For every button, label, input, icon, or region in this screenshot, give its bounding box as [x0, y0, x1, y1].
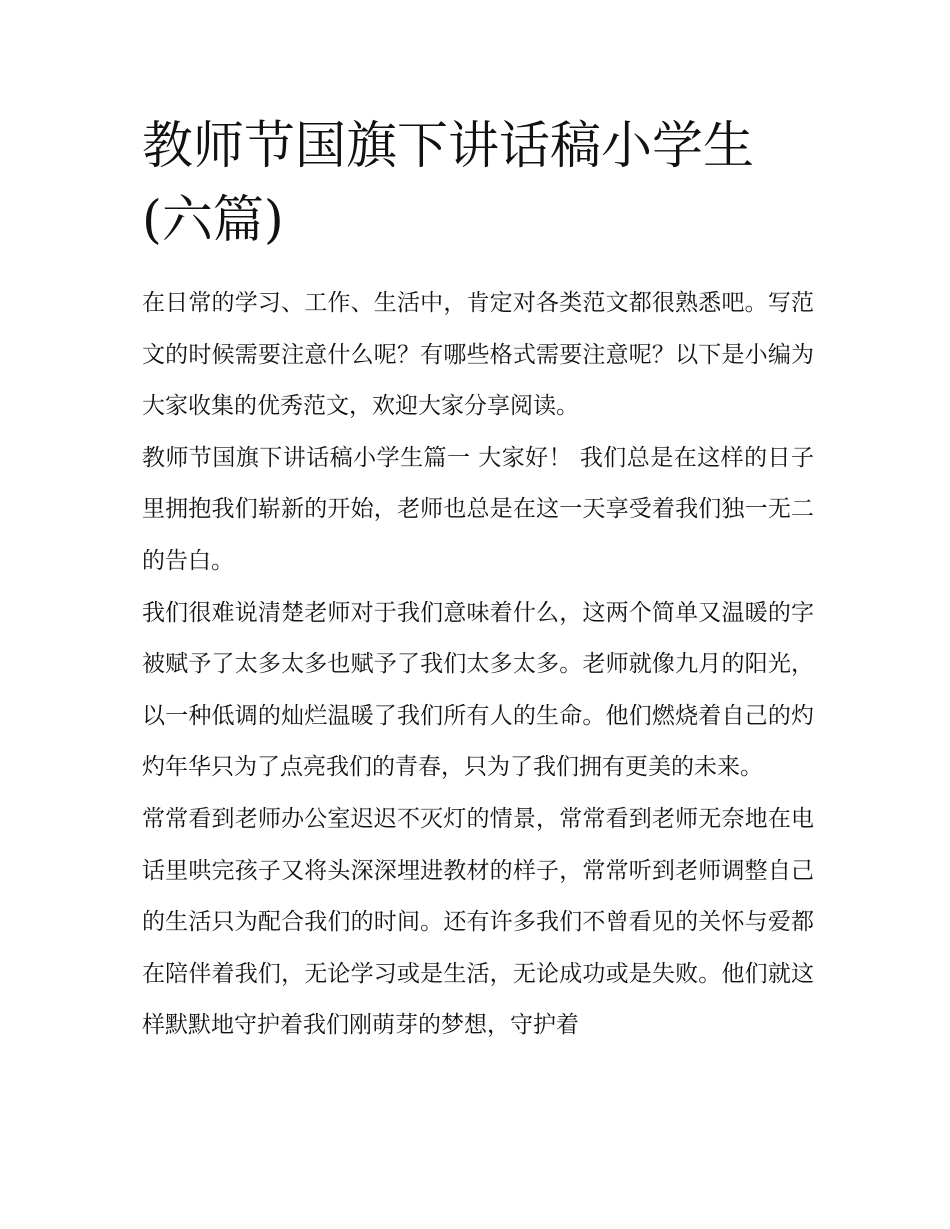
paragraph-teacher-care: 常常看到老师办公室迟迟不灭灯的情景，常常看到老师无奈地在电话里哄完孩子又将头深深埋进教材的样子，常常听到老师调整自己的生活只为配合我们的时间。还有许多我们不曾看见的关怀与爱都在陪伴着我们，无论学习或是生活，无论成功或是失败。他们就这样默默地守护着我们刚萌芽的梦想，守护着 [142, 805, 814, 1039]
document-title: 教师节国旗下讲话稿小学生(六篇) [142, 117, 755, 250]
paragraph-intro: 在日常的学习、工作、生活中，肯定对各类范文都很熟悉吧。写范文的时候需要注意什么呢？有哪些格式需要注意呢？以下是小编为大家收集的优秀范文，欢迎大家分享阅读。 [142, 290, 814, 420]
document-page [142, 110, 814, 1052]
paragraph-speech-opening: 教师节国旗下讲话稿小学生篇一 大家好！ 我们总是在这样的日子里拥抱我们崭新的开始，老师也总是在这一天享受着我们独一无二的告白。 [142, 444, 814, 574]
paragraph-teacher-meaning: 我们很难说清楚老师对于我们意味着什么，这两个简单又温暖的字被赋予了太多太多也赋予了我们太多太多。老师就像九月的阳光，以一种低调的灿烂温暖了我们所有人的生命。他们燃烧着自己的灼灼年华只为了点亮我们的青春，只为了我们拥有更美的未来。 [142, 599, 814, 781]
